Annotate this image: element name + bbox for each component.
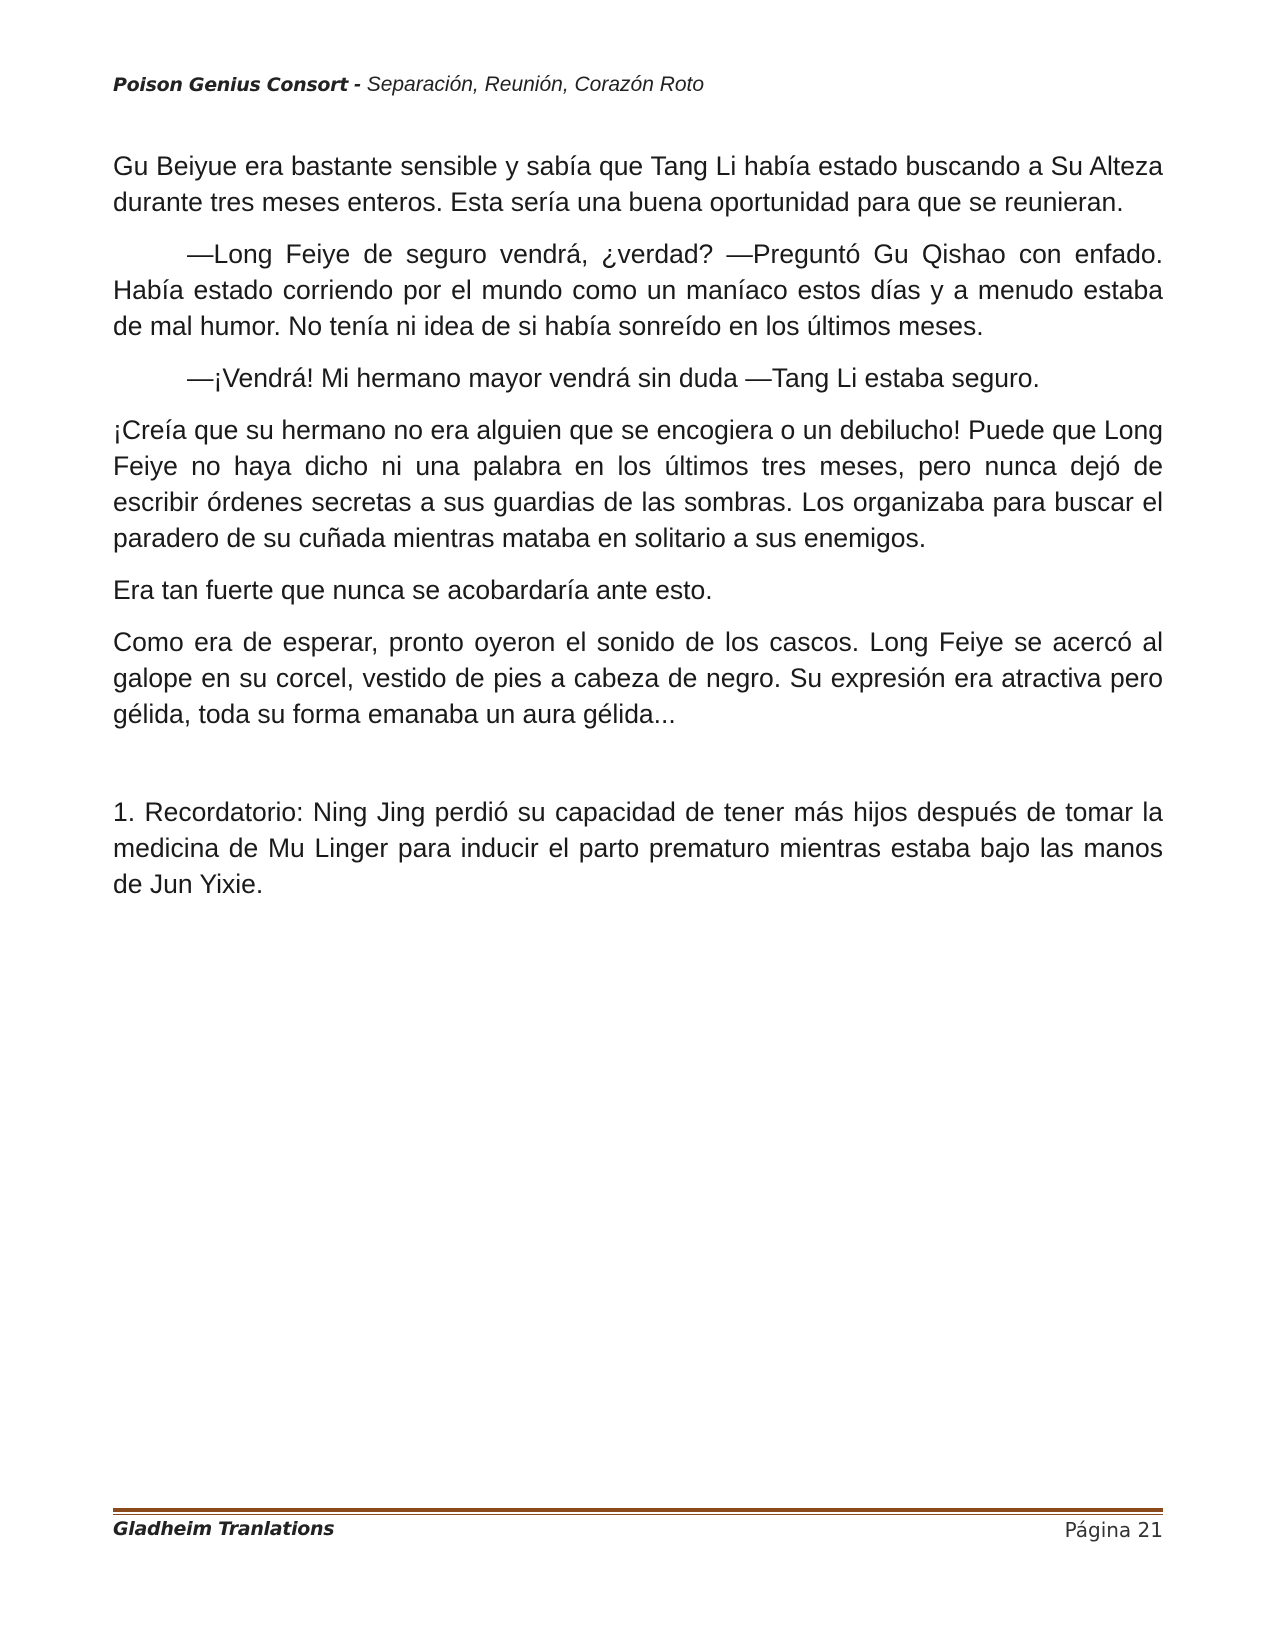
footnote: 1. Recordatorio: Ning Jing perdió su capacidad de tener más hijos después de tomar la medicina de Mu Linger para inducir el parto prematuro mientras estaba bajo las manos de Jun Yixie.: [113, 797, 1163, 899]
paragraph: ¡Creía que su hermano no era alguien que se encogiera o un debilucho! Puede que Long Feiye no haya dicho ni una palabra en los últimos tres meses, pero nunca dejó de escribir órdenes secretas a sus guardias de las sombras. Los organizaba para buscar el paradero de su cuñada mientras mataba en solitario a sus enemigos.: [113, 415, 1163, 553]
paragraph: —Long Feiye de seguro vendrá, ¿verdad? —Preguntó Gu Qishao con enfado. Había estado corriendo por el mundo como un maníaco estos días y a menudo estaba de mal humor. No tenía ni idea de si había sonreído en los últimos meses.: [113, 239, 1163, 341]
publisher-name: Gladheim Tranlations: [113, 1518, 335, 1540]
paragraph: —¡Vendrá! Mi hermano mayor vendrá sin duda —Tang Li estaba seguro.: [187, 363, 1040, 393]
paragraph: Era tan fuerte que nunca se acobardaría ante esto.: [113, 575, 713, 605]
page-header: [113, 73, 1163, 97]
header-separator: -: [348, 73, 367, 96]
page-number: Página 21: [1064, 1518, 1163, 1542]
paragraph: Gu Beiyue era bastante sensible y sabía que Tang Li había estado buscando a Su Alteza durante tres meses enteros. Esta sería una buena oportunidad para que se reunieran.: [113, 151, 1163, 217]
footer-divider-thin: [113, 1514, 1163, 1515]
series-title: Poison Genius Consort: [113, 74, 349, 96]
paragraph: Como era de esperar, pronto oyeron el sonido de los cascos. Long Feiye se acercó al galope en su corcel, vestido de pies a cabeza de negro. Su expresión era atractiva pero gélida, toda su forma emanaba un aura gélida...: [113, 627, 1163, 729]
chapter-title: Separación, Reunión, Corazón Roto: [366, 73, 705, 96]
chapter-body: [113, 148, 1163, 918]
